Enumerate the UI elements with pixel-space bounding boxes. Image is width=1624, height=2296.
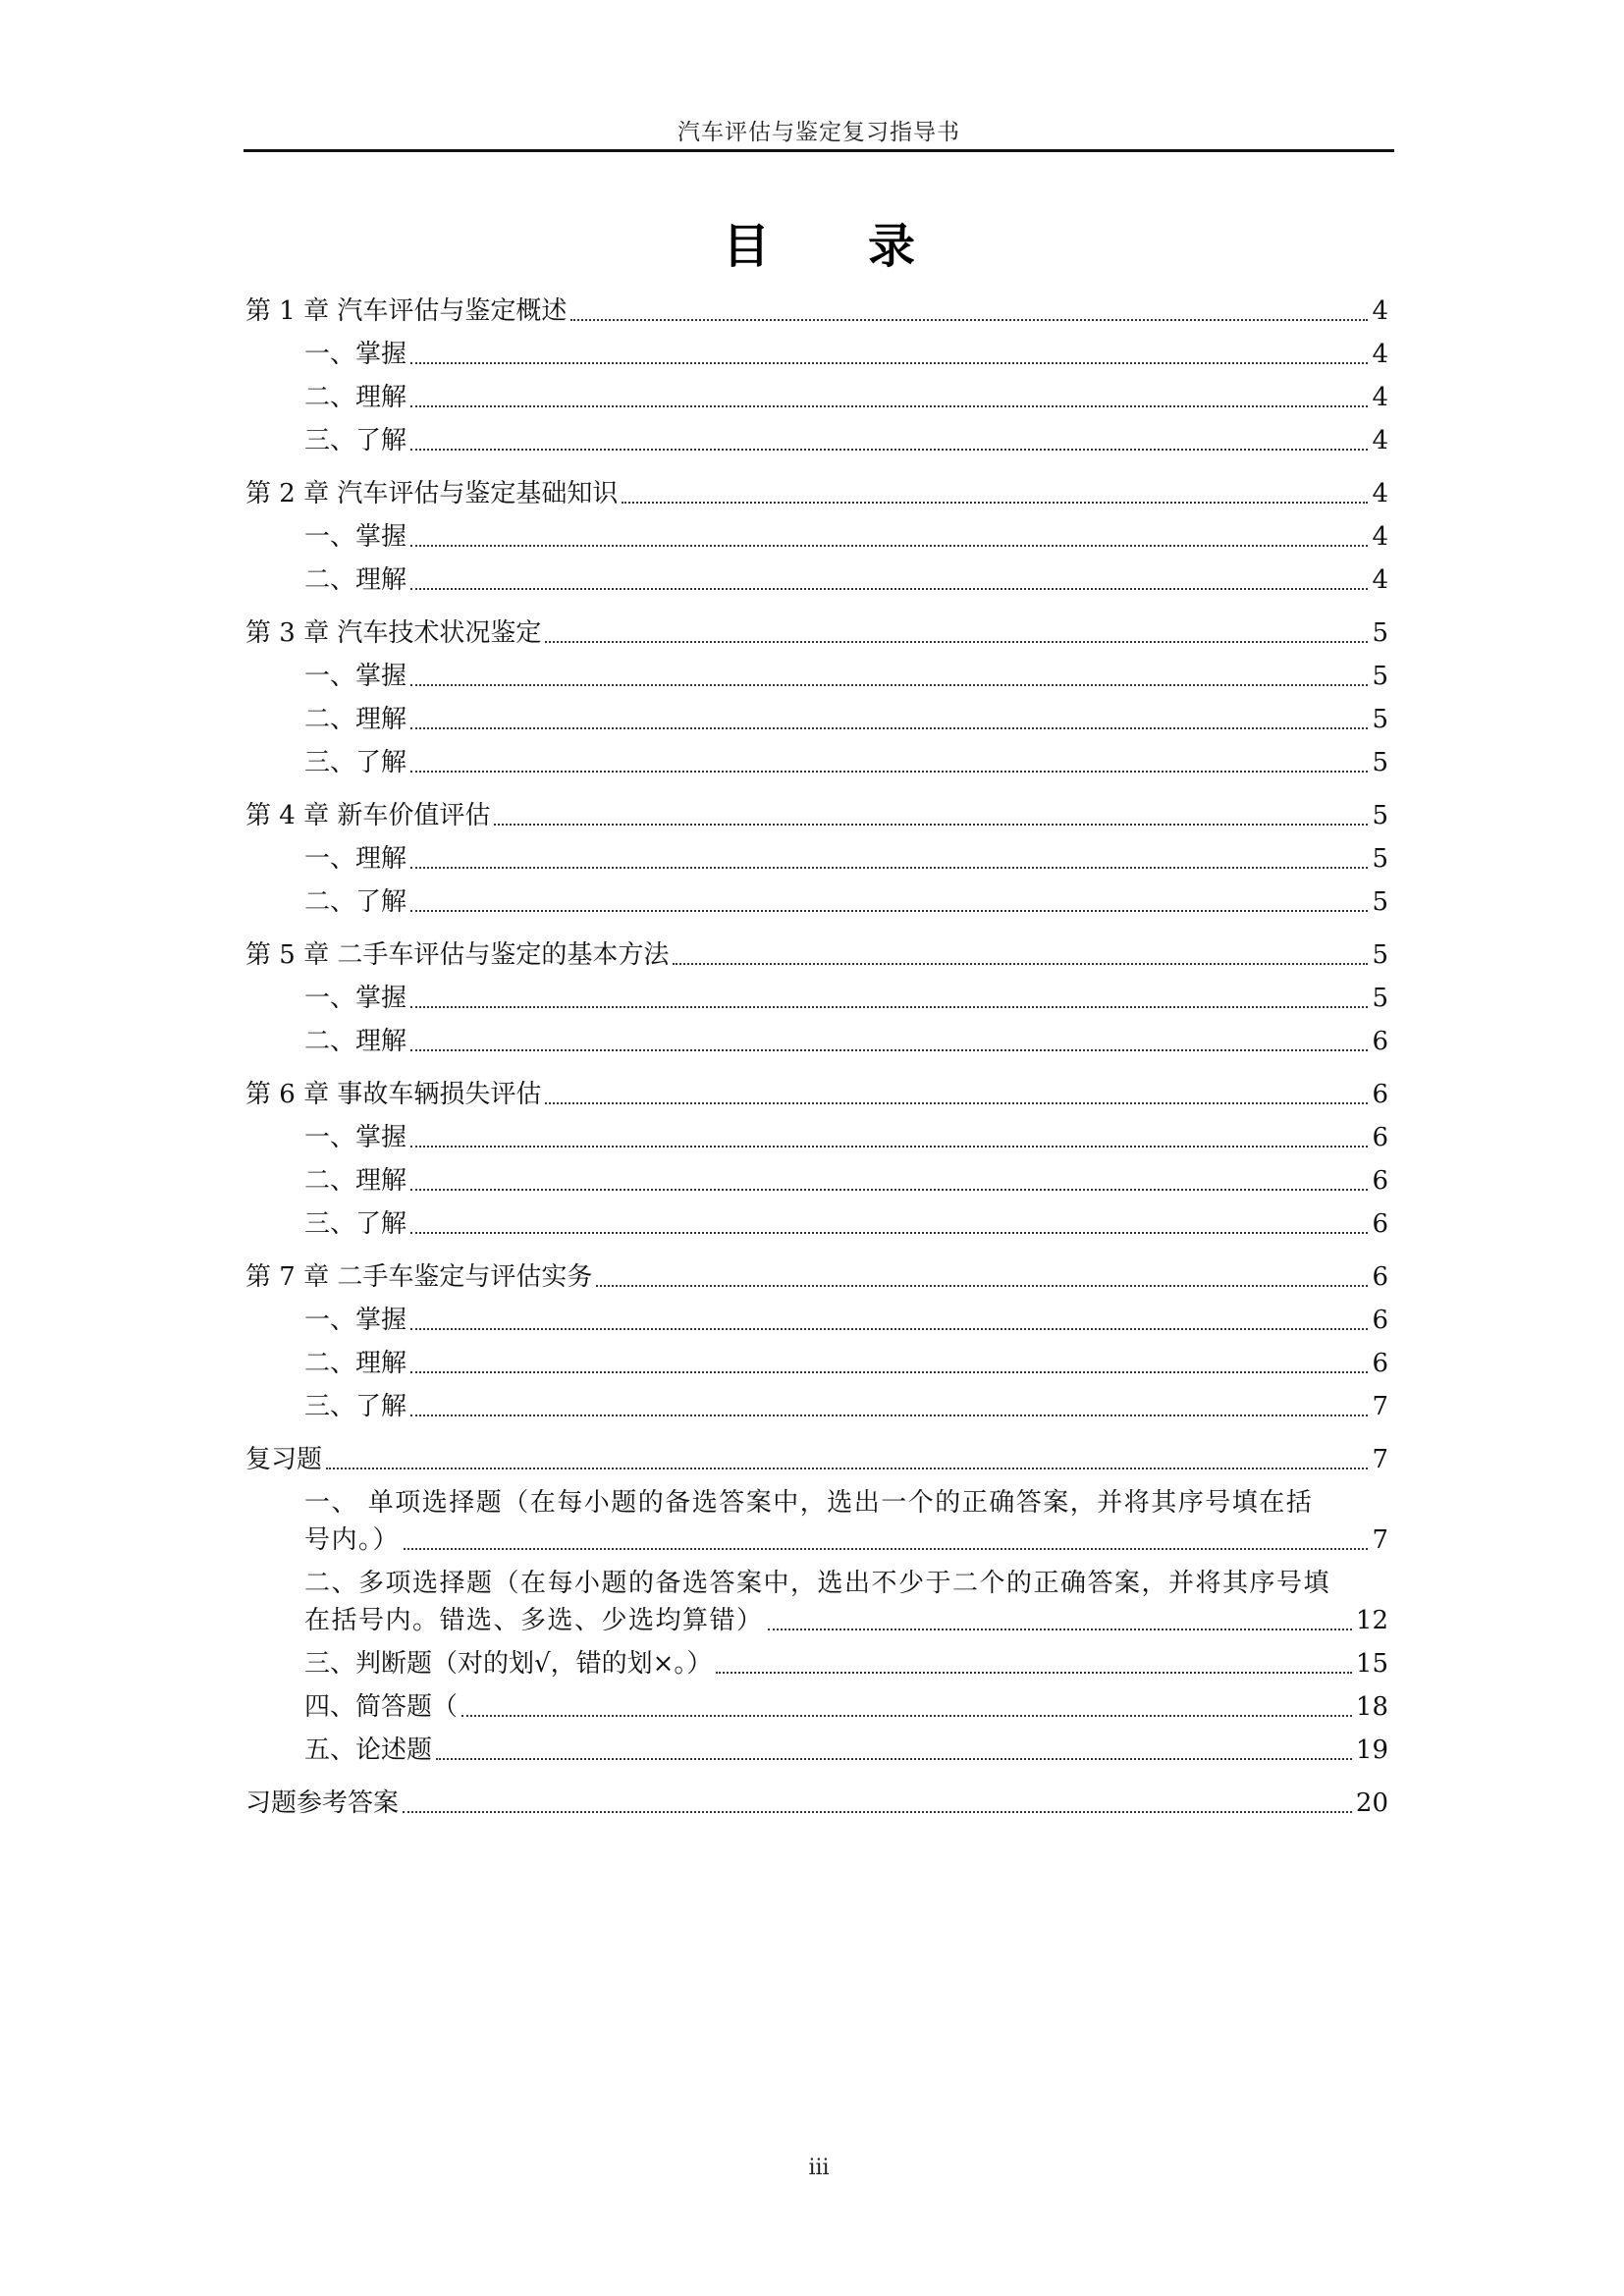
dot-leader [410,1049,1368,1051]
toc-title-part2: 录 [868,219,916,274]
toc-entry-label: 二、理解 [304,383,407,412]
dot-leader [622,502,1368,504]
dot-leader [410,588,1368,590]
toc-section-entry[interactable] [245,842,1388,876]
toc-entry-page: 6 [1372,1166,1388,1196]
toc-entry-label: 第 6 章 事故车辆损失评估 [245,1080,542,1109]
toc-entry-page: 6 [1372,1123,1388,1152]
toc-chapter-entry[interactable] [245,294,1388,328]
toc-section-entry[interactable] [245,424,1388,457]
toc-entry-label: 二、了解 [304,887,407,917]
toc-entry-label: 二、理解 [304,705,407,734]
toc-section-entry[interactable] [245,1025,1388,1058]
toc-entry-page: 7 [1372,1392,1388,1421]
toc-entry-page: 5 [1372,801,1388,830]
toc-entry-label: 一、理解 [304,844,407,874]
dot-leader [410,1006,1368,1008]
toc-entry-label: 第 5 章 二手车评估与鉴定的基本方法 [245,940,670,970]
dot-leader [410,1415,1368,1416]
toc-chapter-entry[interactable] [245,1260,1388,1294]
running-header: 汽车评估与鉴定复习指导书 [677,120,960,145]
dot-leader [716,1672,1352,1674]
toc-section-entry[interactable] [245,1734,1388,1767]
toc-section-entry[interactable] [245,1690,1388,1724]
page-number: iii [808,2156,830,2180]
toc-entry-page: 5 [1372,887,1388,917]
toc-entry-page: 4 [1372,565,1388,595]
toc-entry-page: 5 [1372,940,1388,970]
dot-leader [410,1328,1368,1330]
toc-section-entry[interactable] [245,381,1388,414]
toc-section-entry[interactable] [245,338,1388,371]
toc-section-entry[interactable] [245,746,1388,779]
dot-leader [410,1146,1368,1148]
dot-leader [403,1811,1352,1813]
dot-leader [673,963,1368,965]
toc-entry-line1[interactable]: 一、 单项选择题（在每小题的备选答案中，选出一个的正确答案，并将其序号填在括 [304,1488,1314,1518]
toc-chapter-entry[interactable] [245,799,1388,832]
toc-entry-page: 4 [1372,426,1388,455]
toc-entry-page: 4 [1372,383,1388,412]
dot-leader [410,727,1368,729]
toc-entry-page: 15 [1355,1649,1388,1679]
toc-chapter-entry[interactable] [245,938,1388,972]
toc-entry-page: 4 [1372,522,1388,552]
toc-entry-label: 一、掌握 [304,1123,407,1152]
toc-entry-page: 7 [1372,1525,1388,1555]
toc-entry-label: 一、掌握 [304,522,407,552]
dot-leader [410,449,1368,451]
toc-entry-page: 4 [1372,296,1388,326]
toc-entry-page: 5 [1372,705,1388,734]
toc-entry-label: 在括号内。错选、多选、少选均算错） [304,1606,764,1635]
toc-section-entry[interactable] [245,563,1388,597]
toc-entry-label: 一、掌握 [304,984,407,1013]
toc-entry-page: 7 [1372,1445,1388,1474]
toc-entry-page: 6 [1372,1027,1388,1056]
toc-entry-page: 6 [1372,1349,1388,1378]
toc-entry-label: 二、理解 [304,1349,407,1378]
toc-entry-page: 5 [1372,984,1388,1013]
dot-leader [596,1285,1368,1287]
toc-entry-label: 三、判断题（对的划√，错的划×。） [304,1649,713,1679]
toc-entry-page: 6 [1372,1306,1388,1335]
toc-entry-label: 五、论述题 [304,1735,433,1765]
toc-entry-label: 三、了解 [304,1392,407,1421]
toc-entry-page: 20 [1355,1789,1388,1818]
toc-chapter-entry[interactable] [245,1443,1388,1476]
dot-leader [410,910,1368,912]
toc-entry-label: 第 7 章 二手车鉴定与评估实务 [245,1262,593,1292]
toc-chapter-entry[interactable] [245,616,1388,650]
toc-entry-page: 5 [1372,662,1388,691]
toc-entry-label: 号内。） [304,1525,401,1555]
dot-leader [410,405,1368,407]
toc-entry-page: 6 [1372,1080,1388,1109]
dot-leader [410,867,1368,869]
toc-entry-page: 4 [1372,340,1388,369]
toc-entry-page: 19 [1355,1735,1388,1765]
toc-entry-page: 18 [1355,1692,1388,1722]
toc-chapter-entry[interactable] [245,1787,1388,1820]
toc-section-entry[interactable] [245,885,1388,919]
dot-leader [410,362,1368,364]
dot-leader [545,641,1368,643]
toc-section-entry[interactable] [245,520,1388,554]
header-rule [244,149,1394,152]
dot-leader [410,684,1368,686]
toc-entry-label: 第 2 章 汽车评估与鉴定基础知识 [245,479,619,508]
toc-section-entry[interactable] [245,703,1388,736]
toc-entry-label: 一、掌握 [304,340,407,369]
toc-entry-label: 二、理解 [304,1166,407,1196]
toc-section-entry[interactable] [245,1207,1388,1241]
toc-entry-page: 12 [1355,1606,1388,1635]
toc-entry-page: 5 [1372,844,1388,874]
toc-entry-label: 复习题 [245,1445,323,1474]
toc-entry-page: 5 [1372,748,1388,777]
toc-section-entry[interactable] [245,1647,1388,1681]
toc-entry-label: 第 1 章 汽车评估与鉴定概述 [245,296,568,326]
dot-leader [326,1468,1368,1469]
toc-section-entry[interactable] [245,1604,1388,1637]
toc-title [244,208,1394,276]
toc-entry-label: 三、了解 [304,426,407,455]
toc-entry-label: 第 4 章 新车价值评估 [245,801,491,830]
toc-chapter-entry[interactable] [245,477,1388,510]
toc-section-entry[interactable] [245,1523,1388,1557]
toc-entry-label: 四、简答题（ [304,1692,459,1722]
toc-section-entry[interactable] [245,1304,1388,1337]
toc-entry-label: 三、了解 [304,748,407,777]
dot-leader [494,824,1368,826]
dot-leader [461,1715,1352,1717]
toc-chapter-entry[interactable] [245,1078,1388,1111]
toc-section-entry[interactable] [245,1390,1388,1423]
toc-entry-page: 4 [1372,479,1388,508]
toc-entry-label: 一、掌握 [304,662,407,691]
toc-entry-page: 6 [1372,1262,1388,1292]
toc-entry-line1[interactable]: 二、多项选择题（在每小题的备选答案中，选出不少于二个的正确答案，并将其序号填 [304,1569,1331,1598]
dot-leader [410,1232,1368,1234]
dot-leader [768,1629,1352,1630]
toc-entry-label: 习题参考答案 [245,1789,400,1818]
dot-leader [545,1102,1368,1104]
toc-section-entry[interactable] [245,1121,1388,1154]
dot-leader [570,319,1368,321]
toc-entry-page: 5 [1372,618,1388,648]
toc-entry-label: 一、掌握 [304,1306,407,1335]
toc-entry-label: 二、理解 [304,1027,407,1056]
dot-leader [410,1189,1368,1191]
toc-entry-page: 6 [1372,1209,1388,1239]
dot-leader [410,545,1368,547]
toc-entry-label: 二、理解 [304,565,407,595]
dot-leader [410,1371,1368,1373]
toc-title-part1: 目 [722,219,770,274]
toc-section-entry[interactable] [245,1347,1388,1380]
toc-entry-label: 三、了解 [304,1209,407,1239]
dot-leader [410,771,1368,773]
toc-section-entry[interactable] [245,660,1388,693]
table-of-contents [245,294,1388,1820]
toc-entry-label: 第 3 章 汽车技术状况鉴定 [245,618,542,648]
toc-section-entry[interactable] [245,1164,1388,1198]
dot-leader [404,1548,1368,1550]
dot-leader [436,1758,1352,1760]
toc-section-entry[interactable] [245,982,1388,1015]
